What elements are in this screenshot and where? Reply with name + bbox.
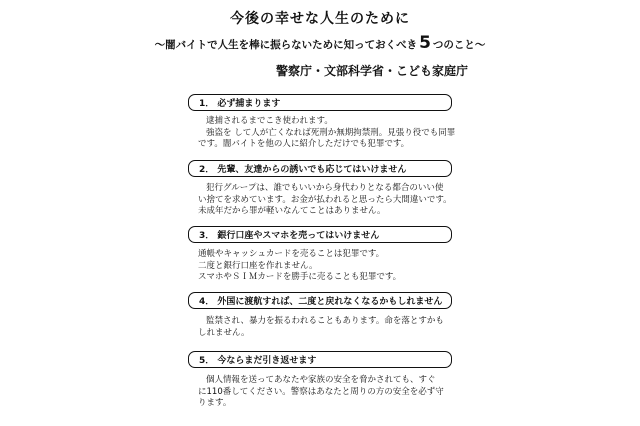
item-3-line-2: 二度と銀行口座を作れません。 <box>198 260 318 271</box>
item-heading-3: 3． 銀行口座やスマホを売ってはいけません <box>199 231 380 241</box>
page-title: 今後の幸せな人生のために <box>230 11 410 27</box>
item-1-line-3: です。闇バイトを他の人に紹介しただけでも犯罪です。 <box>198 139 410 149</box>
item-heading-box-3 <box>188 226 452 243</box>
item-body-1 <box>198 116 460 151</box>
item-1-line-2: 強盗を して人が亡くなれば死刑か無期拘禁刑。見張り役でも同罪 <box>206 127 456 138</box>
item-body-4 <box>198 316 460 339</box>
item-4-line-1: 監禁され、暴力を振るわれることもあります。命を落とすかも <box>206 316 444 326</box>
item-2-line-3: 未成年だから罪が軽いなんてことはありません。 <box>198 206 386 216</box>
item-heading-box-1 <box>188 94 452 111</box>
item-4-line-2: しれません。 <box>198 327 250 338</box>
issuing-authorities: 警察庁・文部科学省・こども家庭庁 <box>275 64 468 78</box>
item-heading-box-4 <box>188 292 452 309</box>
item-heading-1: 1． 必ず捕まります <box>199 99 281 109</box>
item-heading-2: 2． 先輩、友達からの誘いでも応じてはいけません <box>199 165 407 175</box>
subtitle-text-after: つのこと〜 <box>432 39 486 51</box>
item-5-line-3: ります。 <box>198 398 232 408</box>
item-3-line-1: 通帳やキャッシュカードを売ることは犯罪です。 <box>198 249 385 259</box>
item-1-line-1: 逮捕されるまでこき使われます。 <box>206 116 333 126</box>
item-body-5 <box>198 375 460 410</box>
subtitle-text-before: 〜闇バイトで人生を棒に振らないために知っておくべき <box>154 39 418 51</box>
page-subtitle <box>0 33 640 53</box>
item-body-3 <box>198 249 460 284</box>
item-heading-box-2 <box>188 160 452 177</box>
item-heading-box-5 <box>188 351 452 368</box>
item-3-line-3: スマホやＳＩＭカードを勝手に売ることも犯罪です。 <box>198 272 402 282</box>
subtitle-number: 5 <box>419 33 431 53</box>
item-2-line-2: い捨てを求めています。お金が払われると思ったら大間違いです。 <box>198 194 452 205</box>
item-5-line-1: 個人情報を送ってあなたや家族の安全を脅かされても、すぐ <box>206 375 436 385</box>
item-heading-5: 5． 今ならまだ引き返せます <box>199 356 317 366</box>
item-body-2 <box>198 183 460 218</box>
item-5-line-2: に110番してください。警察はあなたと周りの方の安全を必ず守 <box>198 386 444 397</box>
item-heading-4: 4． 外国に渡航すれば、二度と戻れなくなるかもしれません <box>199 297 443 307</box>
item-2-line-1: 犯行グループは、誰でもいいから身代わりとなる都合のいい使 <box>206 183 444 193</box>
